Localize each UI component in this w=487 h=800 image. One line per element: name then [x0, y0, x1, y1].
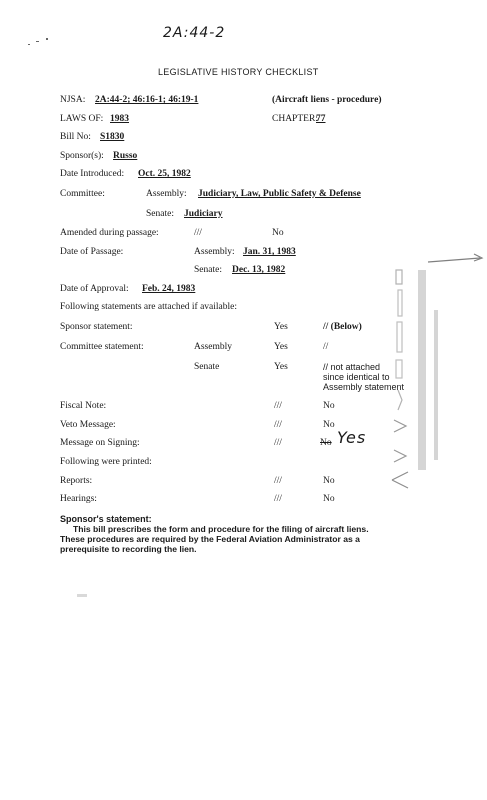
- amended-label: Amended during passage:: [60, 228, 159, 238]
- reports-label: Reports:: [60, 476, 93, 486]
- committee-statement-label: Committee statement:: [60, 342, 144, 352]
- scan-speck: [28, 44, 30, 45]
- statement-line-3: prerequisite to recording the lien.: [60, 544, 197, 554]
- veto-message-label: Veto Message:: [60, 420, 116, 430]
- passage-assembly-label: Assembly:: [194, 247, 235, 257]
- sponsor-statement-note: // (Below): [323, 322, 362, 332]
- approval-label: Date of Approval:: [60, 284, 129, 294]
- committee-statement-senate-label: Senate: [194, 362, 220, 372]
- statement-line-2: These procedures are required by the Federal Aviation Administrator as a: [60, 534, 360, 544]
- fiscal-note-label: Fiscal Note:: [60, 401, 107, 411]
- passage-senate-value: Dec. 13, 1982: [232, 265, 286, 275]
- njsa-value: 2A:44-2; 46:16-1; 46:19-1: [95, 95, 199, 105]
- approval-value: Feb. 24, 1983: [142, 284, 196, 294]
- committee-statement-assembly-yes: Yes: [274, 342, 288, 352]
- committee-statement-assembly-note: //: [323, 342, 329, 352]
- statement-line-1: This bill prescribes the form and procedure for the filing of aircraft liens.: [73, 524, 369, 534]
- committee-assembly-label: Assembly:: [146, 189, 187, 199]
- reports-marks: ///: [274, 476, 282, 486]
- scan-speck: [36, 41, 39, 42]
- attached-heading: Following statements are attached if available:: [60, 302, 238, 312]
- committee-label: Committee:: [60, 189, 105, 199]
- reports-value: No: [323, 476, 335, 486]
- signing-message-struck: No: [320, 438, 332, 448]
- committee-senate-label: Senate:: [146, 209, 174, 219]
- committee-senate-value: Judiciary: [184, 209, 223, 219]
- sponsors-label: Sponsor(s):: [60, 151, 104, 161]
- passage-assembly-value: Jan. 31, 1983: [243, 247, 296, 257]
- committee-statement-assembly-label: Assembly: [194, 342, 232, 352]
- committee-statement-senate-note-1: // not attached: [323, 362, 381, 372]
- handwritten-code: 2A:44-2: [163, 25, 226, 41]
- chapter-label: CHAPTER:: [272, 114, 318, 124]
- fiscal-note-marks: ///: [274, 401, 282, 411]
- sponsors-value: Russo: [113, 151, 138, 161]
- amended-marks: ///: [194, 228, 202, 238]
- signing-message-marks: ///: [274, 438, 282, 448]
- sponsor-statement-yes: Yes: [274, 322, 288, 332]
- scan-speck: [46, 38, 48, 40]
- committee-assembly-value: Judiciary, Law, Public Safety & Defense: [198, 189, 361, 199]
- bill-no-label: Bill No:: [60, 132, 91, 142]
- hearings-marks: ///: [274, 494, 282, 504]
- njsa-subject: (Aircraft liens - procedure): [272, 95, 382, 105]
- passage-label: Date of Passage:: [60, 247, 124, 257]
- signing-message-label: Message on Signing:: [60, 438, 140, 448]
- date-introduced-label: Date Introduced:: [60, 169, 125, 179]
- committee-statement-senate-yes: Yes: [274, 362, 288, 372]
- sponsor-statement-label: Sponsor statement:: [60, 322, 133, 332]
- veto-message-value: No: [323, 420, 335, 430]
- page-title: LEGISLATIVE HISTORY CHECKLIST: [158, 67, 319, 77]
- njsa-label: NJSA:: [60, 95, 86, 105]
- committee-statement-senate-note-2: since identical to: [323, 372, 390, 382]
- library-stamp: [388, 250, 484, 500]
- hearings-label: Hearings:: [60, 494, 97, 504]
- statement-heading: Sponsor's statement:: [60, 514, 152, 524]
- bill-no-value: S1830: [100, 132, 125, 142]
- fiscal-note-value: No: [323, 401, 335, 411]
- committee-statement-senate-note-3: Assembly statement: [323, 382, 405, 392]
- printed-heading: Following were printed:: [60, 457, 152, 467]
- chapter-value: 77: [316, 114, 326, 124]
- laws-of-label: LAWS OF:: [60, 114, 104, 124]
- veto-message-marks: ///: [274, 420, 282, 430]
- scan-speck: [77, 594, 87, 597]
- amended-value: No: [272, 228, 284, 238]
- signing-message-handwritten: Yes: [337, 428, 367, 447]
- date-introduced-value: Oct. 25, 1982: [138, 169, 191, 179]
- passage-senate-label: Senate:: [194, 265, 222, 275]
- hearings-value: No: [323, 494, 335, 504]
- laws-of-value: 1983: [110, 114, 129, 124]
